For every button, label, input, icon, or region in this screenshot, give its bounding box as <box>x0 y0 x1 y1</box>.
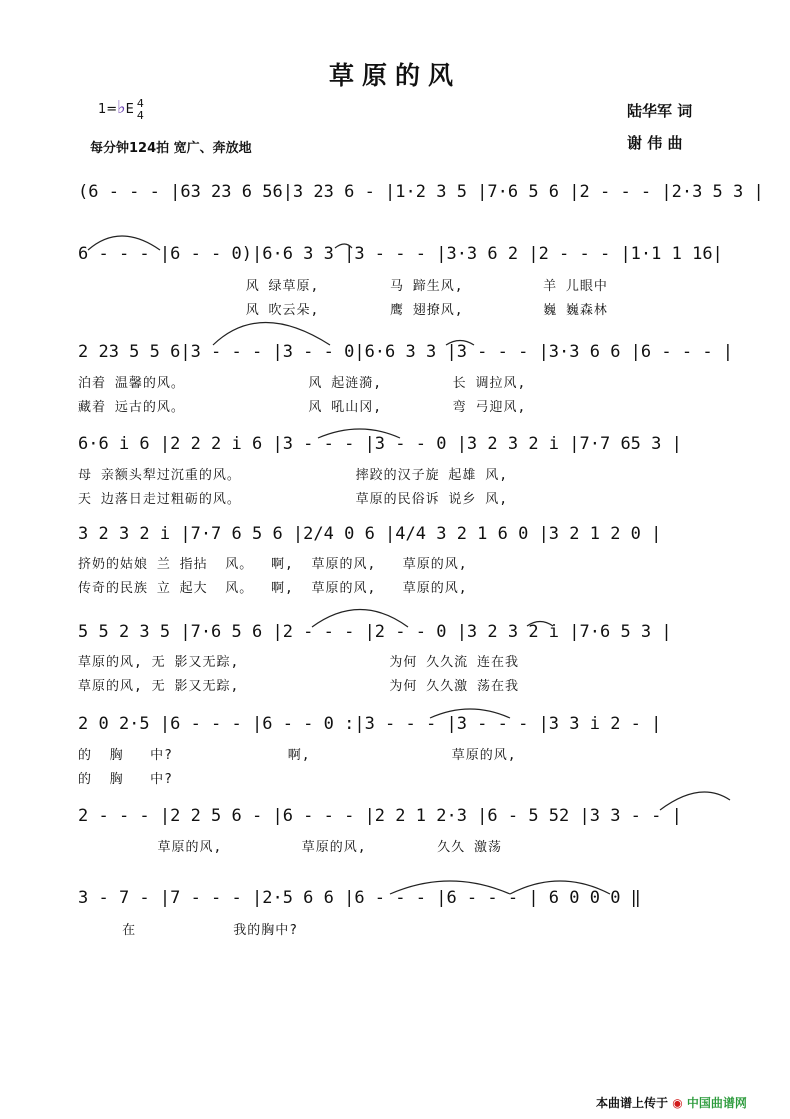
score-system-3 <box>78 330 734 374</box>
key-letter: E <box>125 102 134 117</box>
lyrics-line-3b: 藏着 远古的风。 风 吼山冈, 弯 弓迎风, <box>78 400 527 415</box>
lyrics-line-4a: 母 亲额头犁过沉重的风。 摔跤的汉子旋 起雄 风, <box>78 468 509 483</box>
upload-text: 本曲谱上传于 <box>596 1096 669 1110</box>
time-signature <box>137 98 144 122</box>
lyrics-line-7a: 的 胸 中? 啊, 草原的风, <box>78 748 517 763</box>
score-system-6 <box>78 610 728 654</box>
score-system-4 <box>78 422 728 466</box>
notation-line: 6·6 i 6 |2 2 2 i 6 |3 - - - |3 - - 0 |3 2 3 2 i |7·7 65 3 | <box>78 434 682 454</box>
notation-line: 2 0 2·5 |6 - - - |6 - - 0 :|3 - - - |3 - - - |3 3 i 2 - | <box>78 714 662 734</box>
key-prefix: 1= <box>98 102 118 117</box>
score-system-7 <box>78 702 728 746</box>
site-name[interactable]: 中国曲谱网 <box>686 1096 747 1110</box>
lyricist-credit: 陆华军 词 <box>627 102 693 120</box>
key-signature <box>98 97 144 122</box>
notation-line: 5 5 2 3 5 |7·6 5 6 |2 - - - |2 - - 0 |3 2 3 2 i |7·6 5 3 | <box>78 622 672 642</box>
lyrics-line-5a: 挤奶的姑娘 兰 指拈 风。 啊, 草原的风, 草原的风, <box>78 557 468 572</box>
lyrics-line-6a: 草原的风, 无 影又无踪, 为何 久久流 连在我 <box>78 655 520 670</box>
notation-line: 2 23 5 5 6|3 - - - |3 - - 0|6·6 3 3 |3 - - - |3·3 6 6 |6 - - - | <box>78 342 734 362</box>
lyrics-line-6b: 草原的风, 无 影又无踪, 为何 久久激 荡在我 <box>78 679 520 694</box>
composer-credit: 谢 伟 曲 <box>627 134 683 152</box>
lyrics-line-2b: 风 吹云朵, 鹰 翅撩风, 巍 巍森林 <box>78 303 608 318</box>
score-system-1 <box>78 170 764 214</box>
lyrics-line-3a: 泊着 温馨的风。 风 起涟漪, 长 调拉风, <box>78 376 527 391</box>
tempo-marking: 每分钟124拍 宽广、奔放地 <box>90 141 252 156</box>
lyrics-line-4b: 天 边落日走过粗砺的风。 草原的民俗诉 说乡 风, <box>78 492 509 507</box>
notation-line: 3 2 3 2 i |7·7 6 5 6 |2/4 0 6 |4/4 3 2 1 6 0 |3 2 1 2 0 | <box>78 524 662 544</box>
site-logo-icon: ◉ <box>672 1096 683 1110</box>
time-top: 4 <box>136 96 144 110</box>
song-title: 草原的风 <box>328 61 461 90</box>
score-system-8 <box>78 794 728 838</box>
notation-line: 3 - 7 - |7 - - - |2·5 6 6 |6 - - - |6 - - - | 6 0 0 0 ‖ <box>78 888 641 908</box>
notation-line: 2 - - - |2 2 5 6 - |6 - - - |2 2 1 2·3 |6 - 5 52 |3 3 - - | <box>78 806 682 826</box>
lyrics-line-8a: 草原的风, 草原的风, 久久 激荡 <box>78 840 502 855</box>
flat-sign-icon: ♭ <box>117 97 126 118</box>
lyrics-line-9a: 在 我的胸中? <box>78 923 299 938</box>
notation-line: (6 - - - |63 23 6 56|3 23 6 - |1·2 3 5 |7·6 5 6 |2 - - - |2·3 5 3 | <box>78 182 764 202</box>
score-system-2 <box>78 232 728 276</box>
lyrics-line-5b: 传奇的民族 立 起大 风。 啊, 草原的风, 草原的风, <box>78 581 468 596</box>
notation-line: 6 - - - |6 - - 0)|6·6 3 3 |3 - - - |3·3 6 2 |2 - - - |1·1 1 16| <box>78 244 723 264</box>
score-system-5 <box>78 512 728 556</box>
lyrics-line-2a: 风 绿草原, 马 蹄生风, 羊 儿眼中 <box>78 279 608 294</box>
score-system-9 <box>78 876 728 920</box>
time-bottom: 4 <box>136 108 144 122</box>
upload-footer <box>596 1094 747 1111</box>
lyrics-line-7b: 的 胸 中? <box>78 772 173 787</box>
